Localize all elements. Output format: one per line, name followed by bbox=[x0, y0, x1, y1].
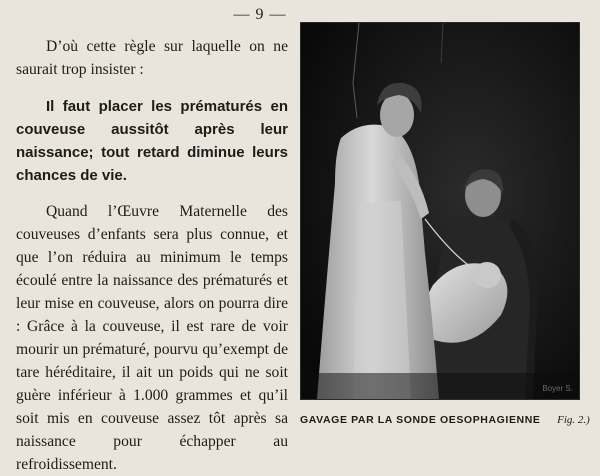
rule-paragraph: Il faut placer les prématurés en couveuse aussitôt après leur naissance; tout retard diminue leurs chances de vie. bbox=[16, 97, 288, 185]
figure-caption bbox=[300, 414, 590, 426]
photograph bbox=[301, 23, 579, 399]
photo-signature: Boyer S. bbox=[542, 384, 573, 393]
intro-paragraph: D’où cette règle sur laquelle on ne saurait trop insister : bbox=[16, 38, 288, 78]
photograph-figure bbox=[300, 22, 580, 400]
text-column bbox=[16, 36, 288, 476]
body-paragraph: Quand l’Œuvre Maternelle des couveuses d’enfants sera plus connue, et que l’on réduira au minimum le temps écoulé entre la naissance des prématurés et leur mise en couveuse, alors on pourra dire : Grâce à la couveuse, il est rare de voir mourir un prématuré, pourvu qu’exempt de tare héréditaire, il ait un poids qui ne soit guère inférieur à 1.000 grammes et qu’il soit mis en couveuse assez tôt après sa naissance pour échapper au refroidissement. bbox=[16, 203, 288, 474]
caption-title: GAVAGE PAR LA SONDE OESOPHAGIENNE bbox=[300, 414, 541, 426]
page-number: — 9 — bbox=[233, 6, 287, 23]
figure-label: Fig. 2.) bbox=[557, 414, 590, 426]
